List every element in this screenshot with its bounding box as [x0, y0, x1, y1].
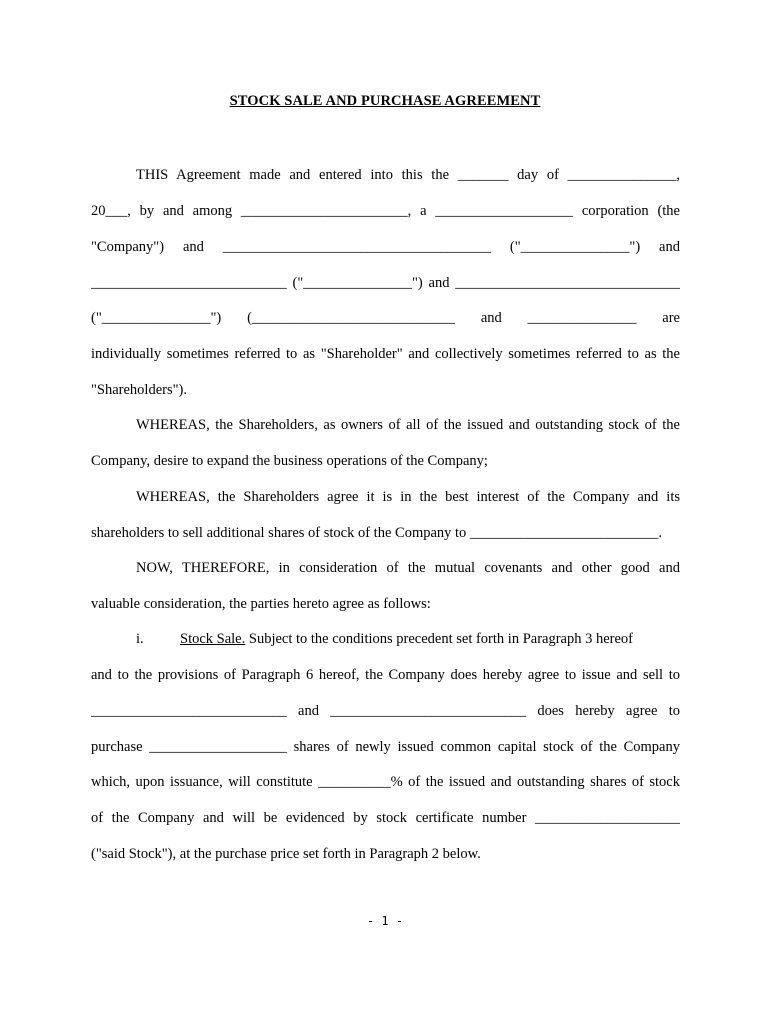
- paragraph-line: of the Company and will be evidenced by stock certificate number ____________________: [91, 810, 680, 826]
- paragraph-line: "Shareholders").: [91, 382, 187, 398]
- paragraph-line: ("said Stock"), at the purchase price set forth in Paragraph 2 below.: [91, 846, 481, 862]
- whereas-clause-1: WHEREAS, the Shareholders, as owners of all of the issued and outstanding stock of the: [136, 417, 680, 433]
- paragraph-line: shareholders to sell additional shares of stock of the Company to __________________________.: [91, 525, 663, 541]
- paragraph-line: individually sometimes referred to as "Shareholder" and collectively sometimes referred to as the: [91, 346, 680, 362]
- page-number: - 1 -: [366, 914, 404, 928]
- whereas-clause-2: WHEREAS, the Shareholders agree it is in the best interest of the Company and its: [136, 489, 680, 505]
- paragraph-line: valuable consideration, the parties hereto agree as follows:: [91, 596, 431, 612]
- section-heading: Stock Sale.: [180, 631, 246, 647]
- section-first-line: Subject to the conditions precedent set forth in Paragraph 3 hereof: [245, 631, 634, 647]
- paragraph-line: ___________________________ and ___________________________ does hereby agree to: [91, 703, 680, 719]
- paragraph-line: ("_______________") (____________________________ and _______________ are: [91, 310, 680, 326]
- paragraph-line: THIS Agreement made and entered into this the _______ day of _______________,: [136, 167, 680, 183]
- paragraph-line: purchase ___________________ shares of newly issued common capital stock of the Company: [91, 739, 680, 755]
- document-title: STOCK SALE AND PURCHASE AGREEMENT: [229, 93, 541, 109]
- now-therefore-clause: NOW, THEREFORE, in consideration of the mutual covenants and other good and: [136, 560, 680, 576]
- paragraph-line: "Company") and _____________________________________ ("_______________") and: [91, 239, 680, 255]
- paragraph-line: Company, desire to expand the business operations of the Company;: [91, 453, 488, 469]
- section-number: i.: [136, 631, 144, 647]
- paragraph-line: and to the provisions of Paragraph 6 hereof, the Company does hereby agree to issue and sell to: [91, 667, 680, 683]
- paragraph-line: 20___, by and among _______________________, a ___________________ corporation (the: [91, 203, 680, 219]
- section-stock-sale: [136, 630, 680, 648]
- paragraph-line: which, upon issuance, will constitute __________% of the issued and outstanding shares of stock: [91, 774, 680, 790]
- paragraph-line: ___________________________ ("_______________") and _______________________________: [91, 275, 680, 291]
